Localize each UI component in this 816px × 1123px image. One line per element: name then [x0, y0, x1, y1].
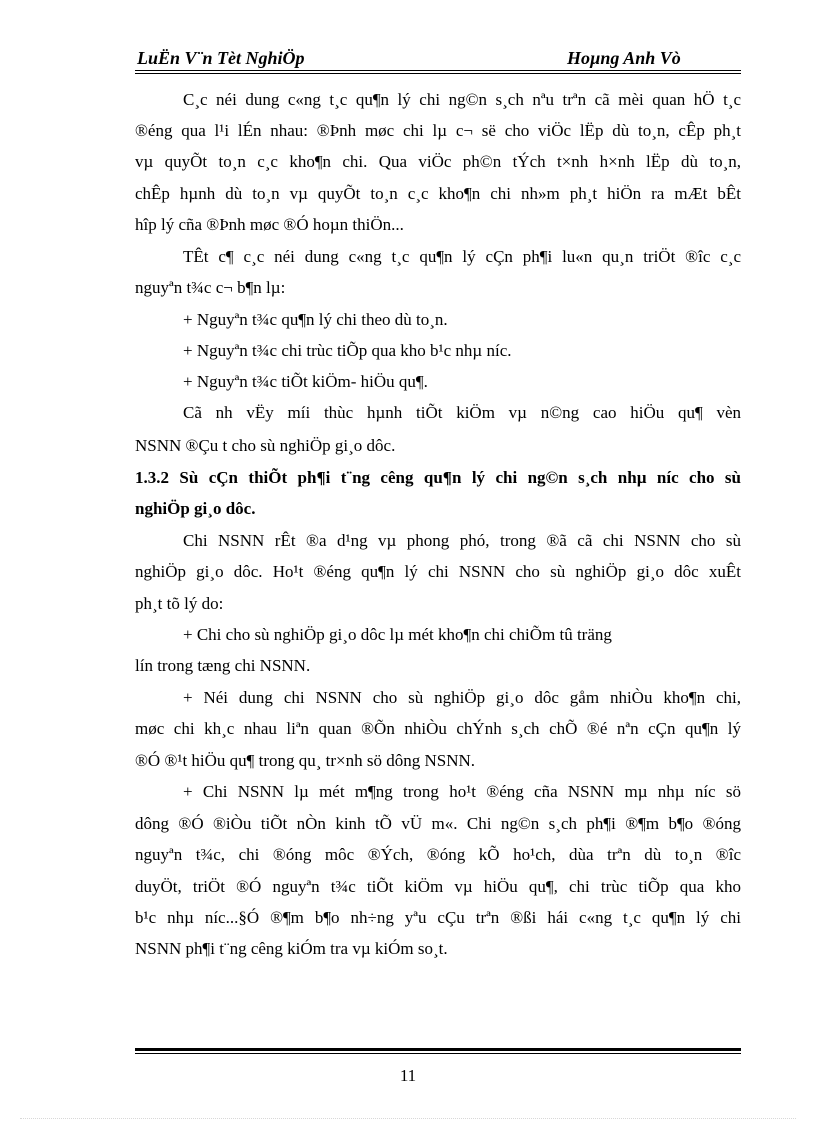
paragraph-line: Cã nh vËy míi thùc hµnh tiÕt kiÖm vµ n©ng cao hiÖu qu¶ vèn	[183, 403, 741, 422]
section-heading: nghiÖp gi¸o dôc.	[135, 499, 256, 518]
paragraph-line: ®éng qua l¹i lÉn nhau: ®Þnh møc chi lµ c¬ së cho viÖc lËp dù to¸n, cÊp ph¸t	[135, 121, 741, 140]
paragraph-line: ph¸t tõ lý do:	[135, 594, 224, 613]
paragraph-line: NSNN ph¶i t¨ng cêng kiÓm tra vµ kiÓm so¸t.	[135, 939, 448, 958]
bullet-item: + Nguyªn t¾c qu¶n lý chi theo dù to¸n.	[183, 310, 448, 329]
paragraph-line: hîp lý cña ®Þnh møc ®Ó hoµn thiÖn...	[135, 215, 404, 234]
header-thesis-title: LuËn V¨n Tèt NghiÖp	[137, 48, 305, 68]
paragraph-line: chÊp hµnh dù to¸n vµ quyÕt to¸n c¸c kho¶n chi nh»m ph¸t hiÖn ra mÆt bÊt	[135, 184, 741, 203]
paragraph-line: møc chi kh¸c nhau liªn quan ®Õn nhiÒu chÝnh s¸ch chÕ ®é nªn cÇn qu¶n lý	[135, 719, 741, 738]
paragraph-line: nguyªn t¾c c¬ b¶n lµ:	[135, 278, 286, 297]
page-number: 11	[399, 1066, 417, 1085]
paragraph-line: duyÖt, triÖt ®Ó nguyªn t¾c tiÕt kiÖm vµ hiÖu qu¶, chi trùc tiÕp qua kho	[135, 877, 741, 896]
bullet-item: + Nguyªn t¾c tiÕt kiÖm- hiÖu qu¶.	[183, 372, 428, 391]
paragraph-line: TÊt c¶ c¸c néi dung c«ng t¸c qu¶n lý cÇn ph¶i lu«n qu¸n triÖt ®îc c¸c	[183, 247, 741, 266]
paragraph-line: lín trong tæng chi NSNN.	[135, 656, 311, 675]
paragraph-line: NSNN ®Çu t cho sù nghiÖp gi¸o dôc.	[135, 436, 396, 455]
paragraph-line: C¸c néi dung c«ng t¸c qu¶n lý chi ng©n s¸ch nªu trªn cã mèi quan hÖ t¸c	[183, 90, 741, 109]
bullet-item: + Chi cho sù nghiÖp gi¸o dôc lµ mét kho¶n chi chiÕm tû träng	[183, 625, 612, 644]
paragraph-line: ®Ó ®¹t hiÖu qu¶ trong qu¸ tr×nh sö dông NSNN.	[135, 751, 476, 770]
bullet-item: + Chi NSNN lµ mét m¶ng trong ho¹t ®éng cña NSNN mµ nhµ níc sö	[183, 782, 741, 801]
paragraph-line: Chi NSNN rÊt ®a d¹ng vµ phong phó, trong ®ã cã chi NSNN cho sù	[183, 531, 741, 550]
paragraph-line: vµ quyÕt to¸n c¸c kho¶n chi. Qua viÖc ph©n tÝch t×nh h×nh lËp dù to¸n,	[135, 152, 741, 171]
paragraph-line: nguyªn t¾c, chi ®óng môc ®Ých, ®óng kÕ ho¹ch, dùa trªn dù to¸n ®îc	[135, 845, 741, 864]
header-rule-top	[135, 70, 741, 71]
page-header	[135, 48, 741, 70]
paragraph-line: nghiÖp gi¸o dôc. Ho¹t ®éng qu¶n lý chi NSNN cho sù nghiÖp gi¸o dôc xuÊt	[135, 562, 741, 581]
header-author-name: Hoµng Anh Vò	[567, 48, 681, 68]
paragraph-line: b¹c nhµ níc...§Ó ®¶m b¶o nh÷ng yªu cÇu trªn ®ßi hái c«ng t¸c qu¶n lý chi	[135, 908, 741, 927]
footer-rule-bottom	[135, 1053, 741, 1054]
section-heading: 1.3.2 Sù cÇn thiÕt ph¶i t¨ng cêng qu¶n lý chi ng©n s¸ch nhµ níc cho sù	[135, 468, 741, 487]
bullet-item: + Nguyªn t¾c chi trùc tiÕp qua kho b¹c nhµ níc.	[183, 341, 512, 360]
page-edge-divider	[20, 1118, 796, 1119]
bullet-item: + Néi dung chi NSNN cho sù nghiÖp gi¸o dôc gåm nhiÒu kho¶n chi,	[183, 688, 741, 707]
header-rule-bottom	[135, 73, 741, 74]
paragraph-line: dông ®Ó ®iÒu tiÕt nÒn kinh tÕ vÜ m«. Chi ng©n s¸ch ph¶i ®¶m b¶o ®óng	[135, 814, 741, 833]
footer-rule-top	[135, 1048, 741, 1051]
